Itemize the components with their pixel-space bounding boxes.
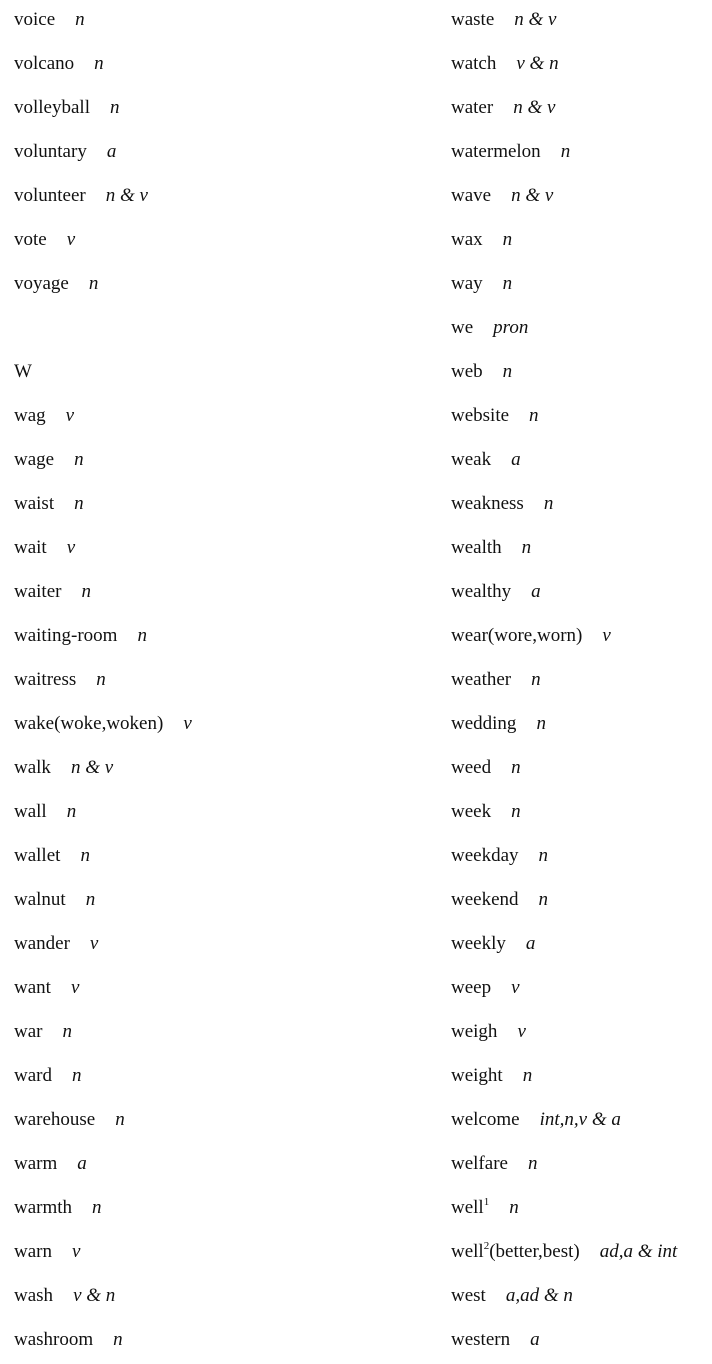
- entry-row: [451, 1186, 677, 1230]
- entry-pos: n: [531, 669, 541, 690]
- entry-pos: int,n,v & a: [539, 1109, 621, 1130]
- entry-word: weight: [451, 1065, 503, 1086]
- entry-word: wag: [14, 405, 46, 426]
- entry-row: [14, 878, 192, 922]
- entry-pos: n & v: [70, 757, 114, 778]
- entry-word: wedding: [451, 713, 517, 734]
- entry-pos: v & n: [73, 1285, 116, 1306]
- entry-word: weigh: [451, 1021, 498, 1042]
- entry-word: welcome: [451, 1109, 520, 1130]
- entry-word: west: [451, 1285, 486, 1306]
- entry-row: [14, 130, 192, 174]
- entry-row: [451, 1230, 677, 1274]
- entry-row: [14, 1186, 192, 1230]
- blank-row: [14, 306, 192, 350]
- entry-row: [14, 1054, 192, 1098]
- entry-row: [14, 1230, 192, 1274]
- entry-row: [451, 350, 677, 394]
- entry-pos: n: [137, 625, 147, 646]
- entry-pos: n & v: [514, 9, 557, 30]
- entry-row: [14, 218, 192, 262]
- entry-row: [451, 702, 677, 746]
- entry-row: [451, 174, 677, 218]
- entry-word: web: [451, 361, 483, 382]
- entry-word: weed: [451, 757, 492, 778]
- entry-pos: a: [525, 933, 536, 954]
- entry-row: [451, 526, 677, 570]
- entry-headword: well: [451, 1241, 484, 1262]
- entry-word: way: [451, 273, 483, 294]
- entry-row: [451, 878, 677, 922]
- entry-pos: v & n: [516, 53, 559, 74]
- entry-row: [14, 1010, 192, 1054]
- section-letter: W: [14, 361, 32, 382]
- entry-row: [451, 262, 677, 306]
- entry-pos: ad,a & int: [599, 1241, 678, 1262]
- entry-row: [451, 614, 677, 658]
- entry-pos: n & v: [105, 185, 148, 206]
- entry-pos: a,ad & n: [505, 1285, 573, 1306]
- entry-pos: n: [502, 229, 513, 250]
- entry-word: waste: [451, 9, 495, 30]
- entry-word: want: [14, 977, 51, 998]
- entry-word: watermelon: [451, 141, 541, 162]
- entry-row: [14, 1098, 192, 1142]
- entry-pos: n: [502, 361, 513, 382]
- entry-pos: n: [509, 1197, 519, 1218]
- entry-pos: n: [74, 449, 84, 470]
- entry-row: [451, 746, 677, 790]
- entry-pos: v: [66, 229, 76, 250]
- entry-word: waiter: [14, 581, 62, 602]
- entry-inflection: (better,best): [489, 1241, 580, 1262]
- entry-row: [451, 1010, 677, 1054]
- entry-pos: a: [106, 141, 117, 162]
- entry-pos: v: [70, 977, 80, 998]
- entry-row: [451, 1142, 677, 1186]
- entry-row: [14, 702, 192, 746]
- entry-word: warn: [14, 1241, 52, 1262]
- entry-pos: v: [66, 537, 76, 558]
- entry-row: [14, 834, 192, 878]
- entry-pos: n: [109, 97, 120, 118]
- entry-row: [451, 0, 677, 42]
- entry-word: wake(woke,woken): [14, 713, 164, 734]
- entry-word: website: [451, 405, 510, 426]
- entry-pos: v: [89, 933, 99, 954]
- entry-row: [14, 966, 192, 1010]
- entry-row: [14, 658, 192, 702]
- entry-pos: n & v: [511, 185, 554, 206]
- entry-pos: n: [522, 1065, 533, 1086]
- entry-headword: well: [451, 1197, 484, 1218]
- entry-pos: n: [538, 845, 549, 866]
- entry-row: [14, 526, 192, 570]
- entry-word: vote: [14, 229, 47, 250]
- entry-pos: n: [96, 669, 106, 690]
- entry-word: wax: [451, 229, 483, 250]
- entry-word: wage: [14, 449, 55, 470]
- entry-pos: n: [71, 1065, 82, 1086]
- entry-word: weekday: [451, 845, 519, 866]
- entry-word: [451, 1241, 580, 1262]
- entry-pos: a: [530, 1329, 540, 1350]
- entry-word: warmth: [14, 1197, 73, 1218]
- entry-word: ward: [14, 1065, 52, 1086]
- entry-word: voice: [14, 9, 56, 30]
- entry-row: [451, 306, 677, 350]
- entry-row: [14, 438, 192, 482]
- entry-word: watch: [451, 53, 497, 74]
- entry-pos: n: [85, 889, 96, 910]
- entry-word: wear(wore,worn): [451, 625, 583, 646]
- entry-pos: n: [560, 141, 571, 162]
- entry-row: [14, 42, 192, 86]
- entry-pos: a: [511, 449, 521, 470]
- entry-pos: v: [602, 625, 611, 646]
- entry-row: [14, 1142, 192, 1186]
- entry-pos: n: [536, 713, 546, 734]
- entry-word: wash: [14, 1285, 54, 1306]
- entry-word: voyage: [14, 273, 69, 294]
- entry-word: walnut: [14, 889, 66, 910]
- entry-row: [451, 482, 677, 526]
- entry-word: we: [451, 317, 474, 338]
- entry-word: wall: [14, 801, 47, 822]
- entry-word: walk: [14, 757, 51, 778]
- entry-word: wave: [451, 185, 492, 206]
- entry-row: [451, 438, 677, 482]
- entry-row: [14, 394, 192, 438]
- entry-row: [14, 746, 192, 790]
- entry-row: [451, 86, 677, 130]
- left-column: [14, 0, 192, 1364]
- entry-pos: n: [527, 1153, 538, 1174]
- entry-word: [451, 1197, 489, 1218]
- entry-pos: n: [81, 581, 91, 602]
- homograph-number: 1: [483, 1196, 490, 1208]
- entry-word: week: [451, 801, 492, 822]
- homograph-number: 2: [483, 1240, 490, 1252]
- entry-row: [451, 1054, 677, 1098]
- entry-word: weather: [451, 669, 512, 690]
- entry-pos: n: [88, 273, 99, 294]
- entry-pos: n & v: [513, 97, 556, 118]
- entry-pos: n: [538, 889, 549, 910]
- entry-row: [14, 1318, 192, 1362]
- entry-pos: a: [531, 581, 541, 602]
- entry-pos: n: [113, 1329, 123, 1350]
- entry-word: weakness: [451, 493, 524, 514]
- entry-word: weak: [451, 449, 492, 470]
- entry-row: [14, 0, 192, 42]
- entry-row: [14, 262, 192, 306]
- entry-pos: n: [521, 537, 532, 558]
- entry-pos: n: [62, 1021, 72, 1042]
- entry-row: [14, 922, 192, 966]
- entry-word: wait: [14, 537, 47, 558]
- entry-row: [451, 130, 677, 174]
- entry-pos: v: [511, 977, 520, 998]
- entry-row: [451, 1274, 677, 1318]
- entry-word: wealth: [451, 537, 502, 558]
- entry-word: voluntary: [14, 141, 87, 162]
- entry-word: volunteer: [14, 185, 86, 206]
- entry-pos: n: [502, 273, 513, 294]
- entry-word: wealthy: [451, 581, 512, 602]
- entry-word: war: [14, 1021, 43, 1042]
- entry-row: [451, 218, 677, 262]
- entry-pos: n: [92, 1197, 102, 1218]
- entry-pos: a: [77, 1153, 87, 1174]
- entry-row: [14, 174, 192, 218]
- entry-word: welfare: [451, 1153, 508, 1174]
- entry-word: waitress: [14, 669, 77, 690]
- entry-word: warm: [14, 1153, 58, 1174]
- entry-row: [14, 482, 192, 526]
- entry-row: [14, 570, 192, 614]
- entry-pos: n: [115, 1109, 125, 1130]
- entry-row: [14, 1274, 192, 1318]
- entry-row: [451, 570, 677, 614]
- entry-row: [451, 1098, 677, 1142]
- entry-pos: n: [66, 801, 77, 822]
- entry-word: washroom: [14, 1329, 94, 1350]
- entry-word: wander: [14, 933, 70, 954]
- entry-word: water: [451, 97, 494, 118]
- entry-pos: v: [65, 405, 75, 426]
- entry-word: wallet: [14, 845, 61, 866]
- entry-pos: n: [74, 493, 84, 514]
- entry-word: weekend: [451, 889, 519, 910]
- entry-row: [451, 966, 677, 1010]
- entry-pos: n: [94, 53, 104, 74]
- entry-pos: n: [511, 801, 521, 822]
- entry-pos: n: [80, 845, 90, 866]
- entry-row: [451, 658, 677, 702]
- entry-word: weep: [451, 977, 492, 998]
- entry-word: weekly: [451, 933, 506, 954]
- entry-row: [451, 790, 677, 834]
- entry-pos: pron: [493, 317, 529, 338]
- entry-row: [451, 1318, 677, 1362]
- entry-word: volcano: [14, 53, 75, 74]
- entry-word: western: [451, 1329, 511, 1350]
- entry-row: [451, 834, 677, 878]
- entry-row: [451, 922, 677, 966]
- entry-pos: n: [529, 405, 539, 426]
- entry-row: [14, 790, 192, 834]
- entry-pos: n: [75, 9, 85, 30]
- entry-row: [451, 42, 677, 86]
- right-column: [451, 0, 677, 1364]
- entry-pos: v: [517, 1021, 526, 1042]
- entry-pos: n: [511, 757, 521, 778]
- entry-word: warehouse: [14, 1109, 96, 1130]
- entry-pos: v: [183, 713, 192, 734]
- entry-pos: n: [543, 493, 554, 514]
- entry-word: waist: [14, 493, 55, 514]
- entry-word: waiting-room: [14, 625, 118, 646]
- entry-row: [14, 614, 192, 658]
- entry-row: [14, 86, 192, 130]
- section-heading-row: [14, 350, 192, 394]
- entry-pos: v: [71, 1241, 81, 1262]
- entry-row: [451, 394, 677, 438]
- entry-word: volleyball: [14, 97, 90, 118]
